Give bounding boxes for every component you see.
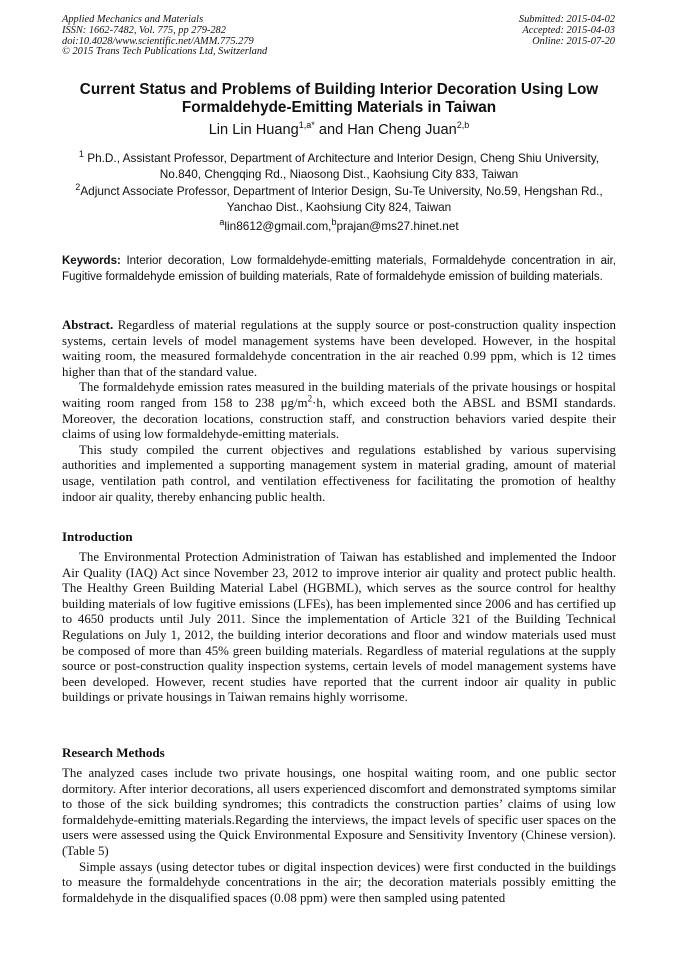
affiliation-2-mark: 2 bbox=[75, 182, 81, 193]
journal-doi: doi:10.4028/www.scientific.net/AMM.775.279 bbox=[62, 35, 254, 47]
affiliation-1-text: Ph.D., Assistant Professor, Department of Architecture and Interior Design, Cheng Shiu University, No.840, Chengqing Rd., Niaosong Dist., Kaohsiung City 833, Taiwan bbox=[83, 151, 600, 181]
accepted-date: Accepted: 2015-04-03 bbox=[522, 24, 615, 36]
submitted-date: Submitted: 2015-04-02 bbox=[518, 14, 615, 25]
abstract-paragraph-2 bbox=[62, 380, 616, 442]
journal-name: Applied Mechanics and Materials bbox=[62, 14, 204, 25]
author-line bbox=[40, 121, 638, 139]
keywords-label: Keywords: bbox=[62, 255, 121, 267]
online-date: Online: 2015-07-20 bbox=[532, 35, 615, 47]
journal-issn: ISSN: 1662-7482, Vol. 775, pp 279-282 bbox=[62, 24, 226, 36]
abstract bbox=[62, 318, 616, 505]
introduction-heading: Introduction bbox=[62, 529, 133, 544]
abstract-p2-sup: 2 bbox=[307, 393, 313, 404]
email-a-link[interactable]: lin8612@gmail.com, bbox=[224, 219, 332, 233]
email-b-mark: b bbox=[331, 217, 337, 228]
keywords bbox=[62, 253, 616, 285]
introduction-paragraph-1: The Environmental Protection Administration of Taiwan has established and implemented the Indoor Air Quality (IAQ) Act since November 23, 2012 to improve interior air quality and protect public health. The Healthy Green Building Material Label (HGBML), which serves as the source control for healthy building materials of low fugitive emissions (LFEs), has been implemented since 2006 and has certified up to 4650 products until July 2011. Since the implementation of Article 321 of the Building Technical Regulations on July 1, 2012, the building interior decorations and floor and window materials used must be composed of more than 45% green building materials. Regardless of material regulations at the supply source or post-construction quality inspection systems, certain levels of model management systems have been developed. However, recent studies have reported that the current indoor air quality in public buildings or private housings in Taiwan remains highly worrisome. bbox=[62, 550, 616, 705]
submission-dates bbox=[519, 15, 615, 47]
email-b-link[interactable]: prajan@ms27.hinet.net bbox=[336, 219, 459, 233]
abstract-p1-text: Regardless of material regulations at the supply source or post-construction quality inspection systems, certain levels of model management systems have been developed. However, in the hospital waiting room, the measured formaldehyde concentration in the air reached 0.99 ppm, which is 12 times higher than that of the standard value. bbox=[62, 318, 616, 379]
abstract-label: Abstract. bbox=[62, 318, 114, 332]
affiliation-1-mark: 1 bbox=[78, 149, 84, 160]
introduction-section bbox=[62, 550, 616, 706]
author-emails bbox=[62, 218, 616, 234]
methods-paragraph-1: The analyzed cases include two private housings, one hospital waiting room, and one public sector dormitory. After interior decorations, all users experienced discomfort and demonstrated symptoms similar to those of the sick building syndromes; this contradicts the construction parties’ claims of using low formaldehyde-emitting materials.Regarding the interviews, the impact levels of specific user spaces on the users were assessed using the Quick Environmental Exposure and Sensitivity Inventory (Chinese version). (Table 5) bbox=[62, 766, 616, 858]
affiliation-2 bbox=[62, 183, 616, 215]
abstract-p2-text-a: The formaldehyde emission rates measured in the building materials of the private housings or hospital waiting room ranged from 158 to 238 μg/m bbox=[62, 380, 616, 410]
methods-section bbox=[62, 766, 616, 906]
affiliation-1 bbox=[62, 150, 616, 182]
journal-info bbox=[62, 15, 267, 58]
paper-title: Current Status and Problems of Building Interior Decoration Using Low Formaldehyde-Emitting Materials in Taiwan bbox=[79, 81, 599, 116]
abstract-p2-text-b: ·h, which exceed both the ABSL and BSMI standards. Moreover, the decoration locations, construction staff, and construction behaviors varied despite their claims of using low formaldehyde-emitting materials. bbox=[62, 395, 616, 442]
author-2-mark: 2,b bbox=[456, 120, 470, 131]
methods-heading: Research Methods bbox=[62, 745, 165, 760]
affiliation-2-text: Adjunct Associate Professor, Department of Interior Design, Su-Te University, No.59, Hengshan Rd., Yanchao Dist., Kaohsiung City 824, Taiwan bbox=[80, 184, 603, 214]
author-2: Han Cheng Juan bbox=[347, 122, 457, 138]
author-1-mark: 1,a* bbox=[298, 120, 315, 131]
abstract-paragraph-3: This study compiled the current objectives and regulations established by various supervising authorities and implemented a supporting management system in material grading, amount of material usage, ventilation path control, and ventilation effectiveness for facilitating the promotion of healthy indoor air quality, thereby enhancing public health. bbox=[62, 442, 616, 504]
methods-paragraph-2: Simple assays (using detector tubes or digital inspection devices) were first conducted in the buildings to measure the formaldehyde concentrations in the air; the decoration materials possibly emitting the formaldehyde in the disqualified spaces (0.08 ppm) were then sampled using patented bbox=[62, 859, 616, 905]
keywords-text: Interior decoration, Low formaldehyde-emitting materials, Formaldehyde concentration in air, Fugitive formaldehyde emission of building materials, Rate of formaldehyde emission of building materials. bbox=[62, 255, 616, 283]
journal-copyright: © 2015 Trans Tech Publications Ltd, Switzerland bbox=[62, 46, 268, 58]
email-a-mark: a bbox=[219, 217, 225, 228]
author-1: Lin Lin Huang bbox=[208, 122, 299, 138]
author-conjunction: and bbox=[314, 122, 348, 138]
abstract-paragraph-1 bbox=[62, 318, 616, 380]
